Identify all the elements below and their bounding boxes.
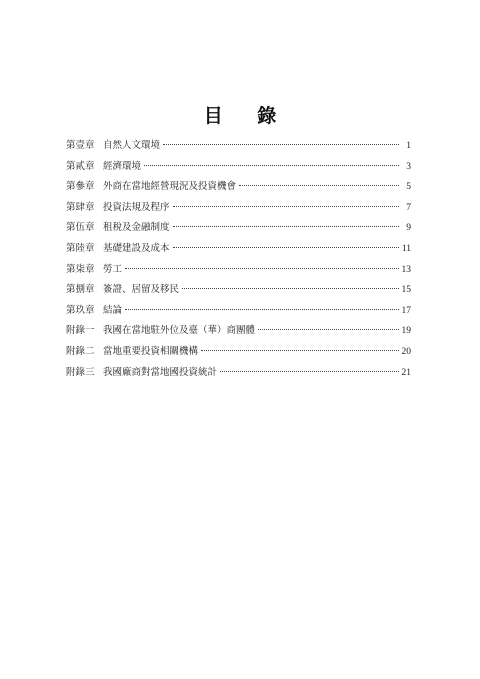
toc-entry-page: 21 bbox=[401, 367, 411, 378]
toc-entry-chapter-1[interactable] bbox=[66, 136, 411, 157]
toc-entry-title: 我國廠商對當地國投資統計 bbox=[103, 366, 218, 378]
toc-dot-leader bbox=[258, 329, 399, 330]
toc-entry-chapter-8[interactable] bbox=[66, 280, 411, 301]
toc-entry-chapter-6[interactable] bbox=[66, 239, 411, 260]
toc-entry-page: 1 bbox=[406, 141, 411, 151]
toc-entry-title: 當地重要投資相關機構 bbox=[103, 345, 199, 357]
table-of-contents bbox=[66, 136, 411, 383]
toc-dot-leader bbox=[163, 144, 399, 145]
toc-entry-page: 15 bbox=[401, 285, 411, 296]
toc-entry-label: 第陸章 bbox=[66, 242, 95, 254]
toc-entry-label: 第肆章 bbox=[66, 201, 95, 213]
toc-dot-leader bbox=[144, 165, 399, 166]
toc-entry-title: 投資法規及程序 bbox=[103, 201, 170, 213]
toc-entry-label: 附錄二 bbox=[66, 345, 95, 357]
toc-entry-label: 第捌章 bbox=[66, 284, 95, 296]
toc-entry-chapter-2[interactable] bbox=[66, 157, 411, 178]
toc-entry-page: 17 bbox=[401, 305, 411, 316]
toc-dot-leader bbox=[220, 371, 399, 372]
toc-dot-leader bbox=[125, 309, 399, 310]
toc-dot-leader bbox=[125, 268, 399, 269]
toc-entry-page: 5 bbox=[406, 182, 411, 193]
toc-entry-title: 勞工 bbox=[103, 263, 123, 275]
toc-entry-title: 簽證、居留及移民 bbox=[103, 284, 180, 296]
toc-entry-label: 第貳章 bbox=[66, 160, 95, 172]
toc-dot-leader bbox=[182, 288, 399, 289]
toc-entry-appendix-1[interactable] bbox=[66, 321, 411, 342]
toc-entry-title: 自然人文環境 bbox=[103, 140, 161, 151]
toc-entry-page: 19 bbox=[401, 326, 411, 337]
toc-dot-leader bbox=[201, 350, 399, 351]
toc-entry-label: 附錄一 bbox=[66, 325, 95, 337]
toc-entry-chapter-9[interactable] bbox=[66, 301, 411, 322]
toc-entry-label: 第參章 bbox=[66, 181, 95, 193]
toc-dot-leader bbox=[239, 185, 399, 186]
toc-entry-chapter-7[interactable] bbox=[66, 260, 411, 281]
toc-entry-title: 基礎建設及成本 bbox=[103, 242, 170, 254]
toc-title: 目 錄 bbox=[203, 105, 291, 127]
toc-entry-chapter-3[interactable] bbox=[66, 177, 411, 198]
toc-entry-chapter-5[interactable] bbox=[66, 218, 411, 239]
toc-dot-leader bbox=[173, 206, 399, 207]
toc-entry-title: 經濟環境 bbox=[103, 160, 142, 172]
toc-entry-page: 11 bbox=[401, 243, 411, 254]
toc-entry-page: 9 bbox=[406, 223, 411, 234]
toc-entry-title: 租稅及金融制度 bbox=[103, 222, 170, 234]
toc-entry-title: 我國在當地駐外位及臺（華）商團體 bbox=[103, 325, 256, 337]
toc-entry-appendix-3[interactable] bbox=[66, 363, 411, 384]
toc-entry-title: 結論 bbox=[103, 304, 123, 316]
toc-entry-appendix-2[interactable] bbox=[66, 342, 411, 363]
toc-dot-leader bbox=[173, 226, 399, 227]
toc-entry-chapter-4[interactable] bbox=[66, 198, 411, 219]
toc-entry-page: 3 bbox=[406, 161, 411, 172]
toc-entry-page: 13 bbox=[401, 264, 411, 275]
toc-entry-label: 附錄三 bbox=[66, 366, 95, 378]
toc-entry-label: 第玖章 bbox=[66, 304, 95, 316]
toc-entry-label: 第壹章 bbox=[66, 140, 95, 151]
toc-entry-page: 7 bbox=[406, 202, 411, 213]
toc-entry-title: 外商在當地經營現況及投資機會 bbox=[103, 181, 237, 193]
toc-entry-page: 20 bbox=[401, 346, 411, 357]
toc-entry-label: 第柒章 bbox=[66, 263, 95, 275]
toc-entry-label: 第伍章 bbox=[66, 222, 95, 234]
toc-dot-leader bbox=[173, 247, 399, 248]
